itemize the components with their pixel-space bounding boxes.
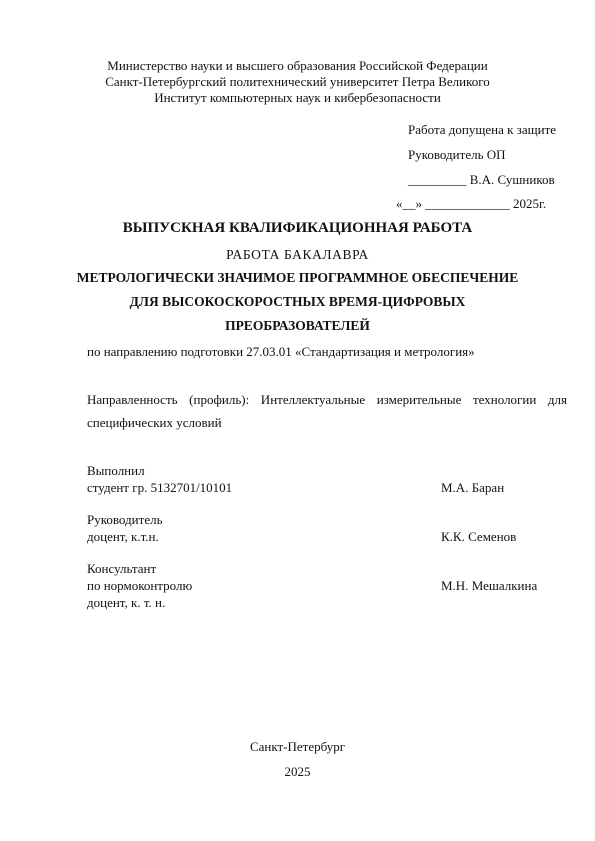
supervisor-role: Руководитель: [87, 512, 163, 527]
study-direction: по направлению подготовки 27.03.01 «Стандартизация и метрология»: [87, 344, 475, 359]
supervisor-position: доцент, к.т.н.: [87, 529, 159, 544]
approval-head: Руководитель ОП: [408, 147, 506, 162]
ministry-header: [0, 58, 595, 106]
consultant-position: по нормоконтролю: [87, 578, 193, 593]
work-degree-subtitle: РАБОТА БАКАЛАВРА: [226, 247, 369, 262]
header-ministry: Министерство науки и высшего образования Российской Федерации: [107, 58, 488, 73]
signature-name: В.А. Сушников: [469, 172, 555, 187]
approval-signature: [408, 172, 555, 188]
header-university: Санкт-Петербургский политехнический университет Петра Великого: [105, 74, 490, 89]
header-institute: Институт компьютерных наук и кибербезопасности: [154, 90, 441, 105]
consultant-degree: доцент, к. т. н.: [87, 595, 166, 610]
work-type-title: ВЫПУСКНАЯ КВАЛИФИКАЦИОННАЯ РАБОТА: [122, 220, 473, 236]
consultant-role: Консультант: [87, 561, 157, 576]
supervisor-name: К.К. Семенов: [441, 529, 517, 544]
performer-role: Выполнил: [87, 463, 145, 478]
footer-year: 2025: [284, 764, 311, 779]
performer-position: студент гр. 5132701/10101: [87, 480, 233, 495]
approval-admitted: Работа допущена к защите: [408, 122, 557, 137]
signature-blank: _________: [408, 172, 467, 187]
thesis-topic: [0, 266, 595, 338]
consultant-name: М.Н. Мешалкина: [441, 578, 538, 593]
performer-name: М.А. Баран: [441, 480, 505, 495]
profile-line-1: Направленность (профиль): Интеллектуальные измерительные технологии для: [87, 392, 567, 407]
topic-line-3: ПРЕОБРАЗОВАТЕЛЕЙ: [225, 318, 370, 333]
topic-line-2: ДЛЯ ВЫСОКОСКОРОСТНЫХ ВРЕМЯ-ЦИФРОВЫХ: [129, 294, 466, 309]
profile-line-2: специфических условий: [87, 415, 222, 430]
footer-city: Санкт-Петербург: [249, 739, 346, 754]
approval-date: «__» _____________ 2025г.: [396, 196, 547, 211]
topic-line-1: МЕТРОЛОГИЧЕСКИ ЗНАЧИМОЕ ПРОГРАММНОЕ ОБЕСПЕЧЕНИЕ: [76, 270, 519, 285]
